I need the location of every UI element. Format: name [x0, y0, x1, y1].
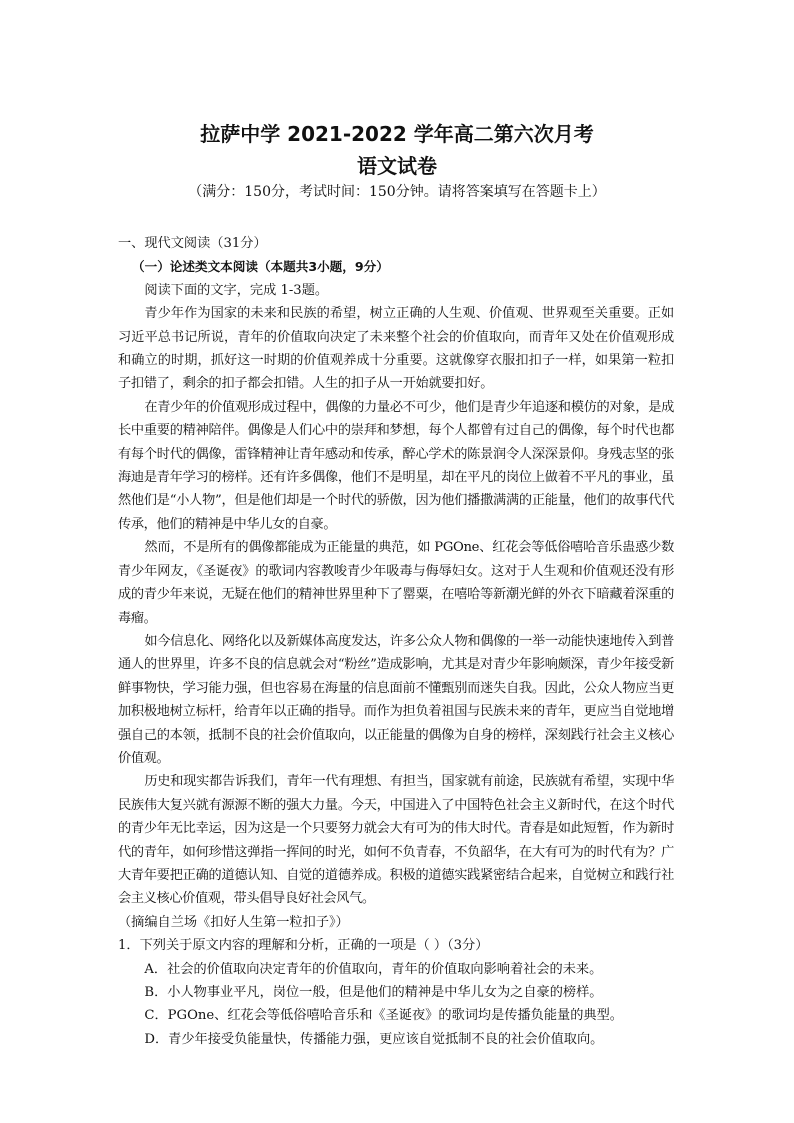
reading-instruction: 阅读下面的文字，完成 1-3题。 [144, 282, 329, 298]
passage-paragraph: 如今信息化、网络化以及新媒体高度发达，许多公众人物和偶像的一举一动能快速地传入到普通人的世界里，许多不良的信息就会对“粉丝”造成影响，尤其是对青少年影响颇深，青少年接受新鲜事物快，学习能力强，但也容易在海量的信息面前不懂甄别而迷失自我。因此，公众人物应当更加积极地树立标杆，给青年以正确的指导。而作为担负着祖国与民族未来的青年，更应当自觉地增强自己的本领，抵制不良的社会价值取向，以正能量的偶像为自身的榜样，深刻践行社会主义核心价值观。 [118, 633, 674, 766]
exam-subject-title: 语文试卷 [357, 154, 437, 178]
answer-option-d: D．青少年接受负能量快，传播能力强，更应该自觉抵制不良的社会价值取向。 [144, 1031, 604, 1047]
section-subheading: （一）论述类文本阅读（本题共3小题，9分） [132, 259, 389, 275]
answer-option-c: C．PGOne、红花会等低俗嘻哈音乐和《圣诞夜》的歌词均是传播负能量的典型。 [144, 1008, 623, 1024]
passage-paragraph: 然而，不是所有的偶像都能成为正能量的典范，如 PGOne、红花会等低俗嘻哈音乐蛊惑少数青少年网友，《圣诞夜》的歌词内容教唆青少年吸毒与侮辱妇女。这对于人生观和价值观还没有形成的青少年来说，无疑在他们的精神世界里种下了罂粟，在嘻哈等新潮光鲜的外衣下暗藏着深重的毒瘤。 [118, 540, 674, 626]
passage-paragraph: 历史和现实都告诉我们，青年一代有理想、有担当，国家就有前途，民族就有希望，实现中华民族伟大复兴就有源源不断的强大力量。今天，中国进入了中国特色社会主义新时代，在这个时代的青少年无比幸运，因为这是一个只要努力就会大有可为的伟大时代。青春是如此短暂，作为新时代的青年，如何珍惜这弹指一挥间的时光，如何不负青春，不负韶华，在大有可为的时代有为？广大青年要把正确的道德认知、自觉的道德养成。积极的道德实践紧密结合起来，自觉树立和践行社会主义核心价值观，带头倡导良好社会风气。 [118, 774, 674, 907]
exam-title: 拉萨中学 2021-2022 学年高二第六次月考 [200, 122, 594, 146]
answer-option-b: B．小人物事业平凡，岗位一般，但是他们的精神是中华儿女为之自豪的榜样。 [144, 985, 603, 1000]
exam-info: （满分：150分，考试时间：150分钟。请将答案填写在答题卡上） [188, 184, 606, 200]
question-stem: 1．下列关于原文内容的理解和分析，正确的一项是（ ）（3分） [118, 938, 489, 954]
passage-source: （摘编自兰场《扣好人生第一粒扣子》） [118, 914, 349, 930]
passage-paragraph: 青少年作为国家的未来和民族的希望，树立正确的人生观、价值观、世界观至关重要。正如习近平总书记所说，青年的价值取向决定了未来整个社会的价值取向，而青年又处在价值观形成和确立的时期，抓好这一时期的价值观养成十分重要。这就像穿衣服扣扣子一样，如果第一粒扣子扣错了，剩余的扣子都会扣错。人生的扣子从一开始就要扣好。 [118, 306, 674, 392]
reading-section [118, 232, 674, 1051]
section-heading: 一、现代文阅读（31分） [118, 236, 267, 251]
answer-option-a: A．社会的价值取向决定青年的价值取向，青年的价值取向影响着社会的未来。 [144, 961, 603, 977]
passage-paragraph: 在青少年的价值观形成过程中，偶像的力量必不可少，他们是青少年追逐和模仿的对象，是成长中重要的精神陪伴。偶像是人们心中的崇拜和梦想，每个人都曾有过自己的偶像，每个时代也都有每个时代的偶像，雷锋精神让青年感动和传承，醉心学术的陈景润令人深深景仰。身残志坚的张海迪是青年学习的榜样。还有许多偶像，他们不是明星，却在平凡的岗位上做着不平凡的事业，虽然他们是“小人物”，但是他们却是一个时代的骄傲，因为他们播撒满满的正能量，他们的故事代代传承，他们的精神是中华儿女的自豪。 [118, 399, 674, 532]
